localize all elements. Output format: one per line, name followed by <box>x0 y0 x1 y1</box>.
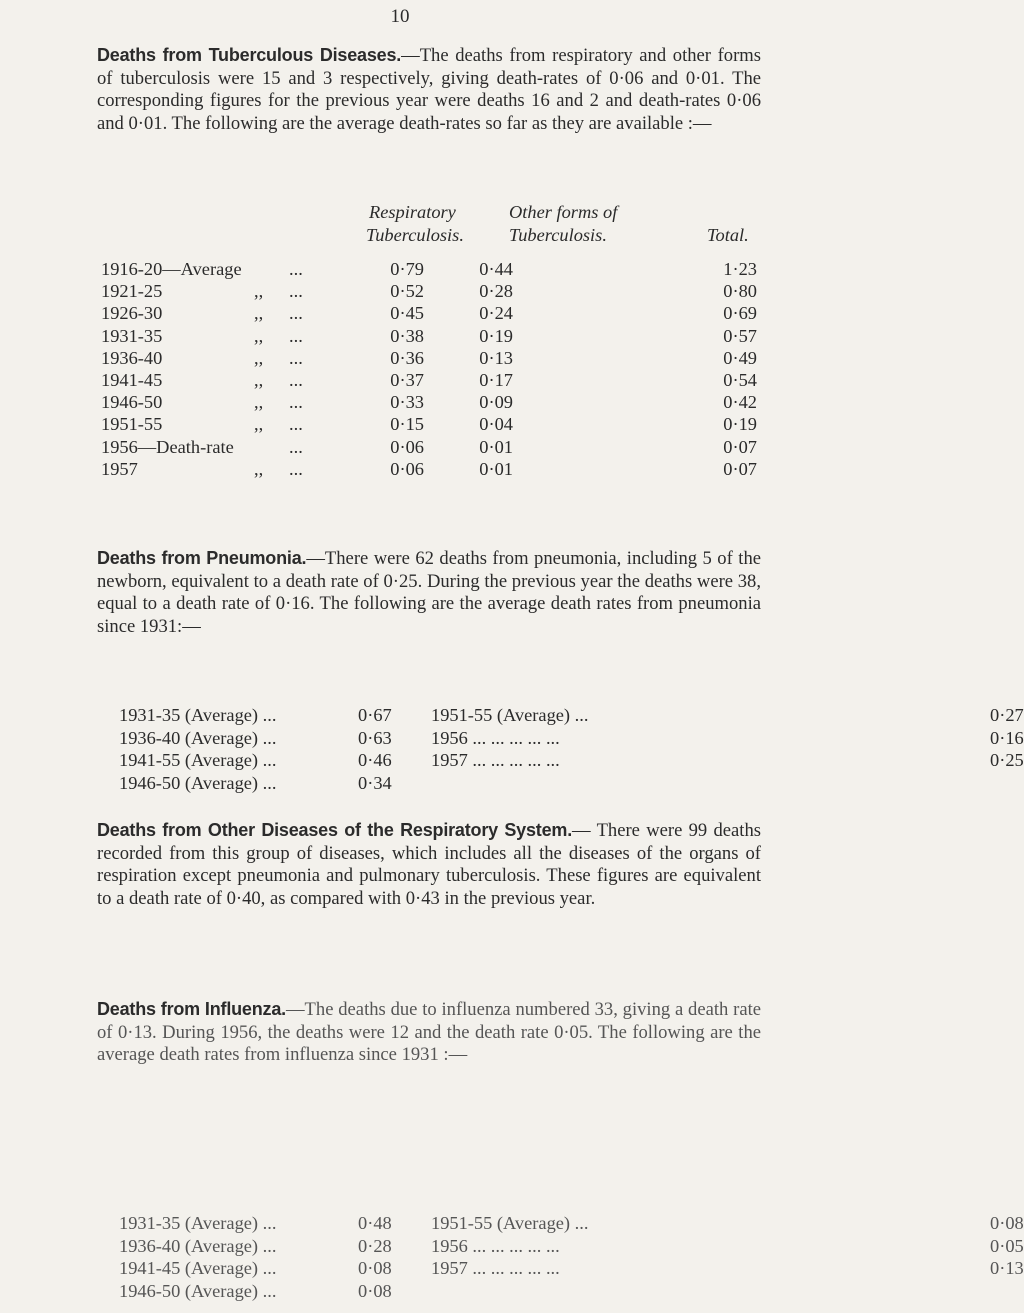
row-total-rate: 0·80 <box>723 281 757 302</box>
row-leader: ... <box>289 458 303 479</box>
tuberculosis-row <box>0 303 800 324</box>
row-label: 1941-45 <box>101 370 163 390</box>
pneumonia-text: —There were 62 deaths from pneumonia, including 5 of the newborn, equivalent to a death rate of 0·25. During the previous year the deaths were 38, equal to a death rate of 0·16. The following are the average death rates from pneumonia since 1931:— <box>97 548 761 637</box>
col-head-total: Total. <box>707 225 749 245</box>
rate-period-label: 1957 ... ... ... ... ... <box>431 1258 560 1279</box>
pneumonia-rate-row <box>119 750 392 772</box>
rate-period-label: 1936-40 (Average) ... <box>119 727 277 748</box>
rate-value: 0·13 <box>990 1258 1024 1279</box>
row-respiratory-rate: 0·38 <box>390 325 424 346</box>
respiratory-heading: Deaths from Other Diseases of the Respiratory System. <box>97 820 573 840</box>
respiratory-text: — There were 99 deaths recorded from this group of diseases, which includes all the diseases of the organs of respiration except pneumonia and pulmonary tuberculosis. These figures are equivalent to a death rate of 0·40, as compared with 0·43 in the previous year. <box>97 820 762 909</box>
row-total-rate: 0·54 <box>723 370 757 390</box>
tuberculosis-paragraph <box>97 44 761 135</box>
rate-period-label: 1951-55 (Average) ... <box>431 1213 589 1233</box>
row-respiratory-rate: 0·79 <box>390 259 424 279</box>
row-other-rate: 0·09 <box>479 392 513 413</box>
row-leader: ... <box>289 436 303 457</box>
row-leader: ... <box>289 414 303 435</box>
rate-value: 0·63 <box>358 727 392 748</box>
row-total-rate: 0·49 <box>723 347 757 368</box>
rate-period-label: 1931-35 (Average) ... <box>119 1213 277 1233</box>
row-leader: ... <box>289 303 303 324</box>
col-head-respiratory-1: Respiratory <box>369 202 456 222</box>
rate-period-label: 1956 ... ... ... ... ... <box>431 727 560 748</box>
pneumonia-rate-row <box>119 705 392 727</box>
tuberculosis-row <box>0 437 800 458</box>
row-leader: ... <box>289 392 303 413</box>
rate-value: 0·46 <box>358 750 392 771</box>
rate-period-label: 1936-40 (Average) ... <box>119 1235 277 1256</box>
row-other-rate: 0·24 <box>479 303 513 324</box>
row-label: 1916-20—Average <box>101 259 242 279</box>
rate-period-label: 1951-55 (Average) ... <box>431 705 589 725</box>
rate-value: 0·08 <box>358 1280 392 1301</box>
respiratory-paragraph <box>97 819 761 910</box>
rate-period-label: 1941-55 (Average) ... <box>119 750 277 771</box>
influenza-rate-row <box>431 1213 1024 1235</box>
row-respiratory-rate: 0·06 <box>390 436 424 457</box>
tuberculosis-row <box>0 348 800 369</box>
rate-value: 0·67 <box>358 705 392 725</box>
tuberculosis-row <box>0 370 800 391</box>
tuberculosis-row <box>0 259 800 280</box>
rate-period-label: 1931-35 (Average) ... <box>119 705 277 725</box>
pneumonia-rate-row <box>431 727 1024 750</box>
row-ditto: ,, <box>254 281 264 302</box>
tuberculosis-heading: Deaths from Tuberculous Diseases. <box>97 45 402 65</box>
row-other-rate: 0·17 <box>479 370 513 390</box>
row-other-rate: 0·01 <box>479 436 513 457</box>
row-label: 1926-30 <box>101 303 163 324</box>
rate-period-label: 1946-50 (Average) ... <box>119 772 277 793</box>
row-total-rate: 0·42 <box>723 392 757 413</box>
rate-value: 0·28 <box>358 1235 392 1256</box>
col-head-other-1: Other forms of <box>509 202 618 222</box>
row-label: 1946-50 <box>101 392 163 413</box>
row-leader: ... <box>289 370 303 390</box>
row-ditto: ,, <box>254 392 264 413</box>
influenza-heading: Deaths from Influenza. <box>97 999 286 1019</box>
row-leader: ... <box>289 259 303 279</box>
influenza-rate-row <box>431 1235 1024 1258</box>
row-ditto: ,, <box>254 414 264 435</box>
influenza-text: —The deaths due to influenza numbered 33, giving a death rate of 0·13. During 1956, the deaths were 12 and the death rate 0·05. The following are the average death rates from influenza since 1931 :— <box>97 999 761 1065</box>
tuberculosis-row <box>0 414 800 435</box>
influenza-rate-row <box>119 1213 392 1235</box>
col-head-other-2: Tuberculosis. <box>509 225 607 245</box>
row-total-rate: 0·07 <box>723 436 757 457</box>
influenza-rate-row <box>119 1258 392 1280</box>
rate-value: 0·27 <box>990 705 1024 725</box>
row-other-rate: 0·13 <box>479 347 513 368</box>
rate-value: 0·08 <box>990 1213 1024 1233</box>
tuberculosis-row <box>0 326 800 347</box>
tuberculosis-row <box>0 392 800 413</box>
row-respiratory-rate: 0·52 <box>390 281 424 302</box>
pneumonia-rate-row <box>119 772 392 795</box>
rate-value: 0·25 <box>990 750 1024 771</box>
rate-period-label: 1941-45 (Average) ... <box>119 1258 277 1279</box>
pneumonia-paragraph <box>97 547 761 638</box>
rate-value: 0·05 <box>990 1235 1024 1256</box>
pneumonia-rate-row <box>431 705 1024 727</box>
pneumonia-heading: Deaths from Pneumonia. <box>97 548 307 568</box>
influenza-paragraph <box>97 998 761 1067</box>
row-respiratory-rate: 0·36 <box>390 347 424 368</box>
row-total-rate: 0·07 <box>723 458 757 479</box>
row-leader: ... <box>289 325 303 346</box>
row-other-rate: 0·01 <box>479 458 513 479</box>
influenza-rate-row <box>431 1258 1024 1280</box>
tuberculosis-text: —The deaths from respiratory and other forms of tuberculosis were 15 and 3 respectively, giving death-rates of 0·06 and 0·01. The corresponding figures for the previous year were deaths 16 and 2 and death-rates 0·06 and 0·01. The following are the average death-rates so far as they are available :— <box>97 45 761 134</box>
row-ditto: ,, <box>254 325 264 346</box>
row-label: 1957 <box>101 458 138 479</box>
row-total-rate: 0·19 <box>723 414 757 435</box>
tuberculosis-row <box>0 459 800 480</box>
row-leader: ... <box>289 281 303 302</box>
row-other-rate: 0·04 <box>479 414 513 435</box>
row-respiratory-rate: 0·37 <box>390 370 424 390</box>
rate-value: 0·08 <box>358 1258 392 1279</box>
row-ditto: ,, <box>254 370 264 390</box>
page-number: 10 <box>390 6 410 27</box>
influenza-rate-row <box>119 1235 392 1258</box>
pneumonia-rate-row <box>119 727 392 750</box>
influenza-rate-row <box>119 1280 392 1303</box>
row-label: 1931-35 <box>101 325 163 346</box>
row-total-rate: 0·57 <box>723 325 757 346</box>
row-label: 1921-25 <box>101 281 163 302</box>
rate-value: 0·16 <box>990 727 1024 748</box>
row-respiratory-rate: 0·06 <box>390 458 424 479</box>
rate-value: 0·34 <box>358 772 392 793</box>
row-ditto: ,, <box>254 458 264 479</box>
row-respiratory-rate: 0·15 <box>390 414 424 435</box>
row-other-rate: 0·28 <box>479 281 513 302</box>
row-total-rate: 1·23 <box>723 259 757 279</box>
row-ditto: ,, <box>254 303 264 324</box>
row-respiratory-rate: 0·33 <box>390 392 424 413</box>
row-leader: ... <box>289 347 303 368</box>
rate-period-label: 1957 ... ... ... ... ... <box>431 750 560 771</box>
row-label: 1936-40 <box>101 347 163 368</box>
row-label: 1956—Death-rate <box>101 436 234 457</box>
rate-period-label: 1956 ... ... ... ... ... <box>431 1235 560 1256</box>
row-respiratory-rate: 0·45 <box>390 303 424 324</box>
rate-value: 0·48 <box>358 1213 392 1233</box>
row-ditto: ,, <box>254 347 264 368</box>
tuberculosis-row <box>0 281 800 302</box>
row-label: 1951-55 <box>101 414 163 435</box>
row-other-rate: 0·19 <box>479 325 513 346</box>
pneumonia-rate-row <box>431 750 1024 772</box>
row-other-rate: 0·44 <box>479 259 513 279</box>
row-total-rate: 0·69 <box>723 303 757 324</box>
rate-period-label: 1946-50 (Average) ... <box>119 1280 277 1301</box>
col-head-respiratory-2: Tuberculosis. <box>366 225 464 245</box>
